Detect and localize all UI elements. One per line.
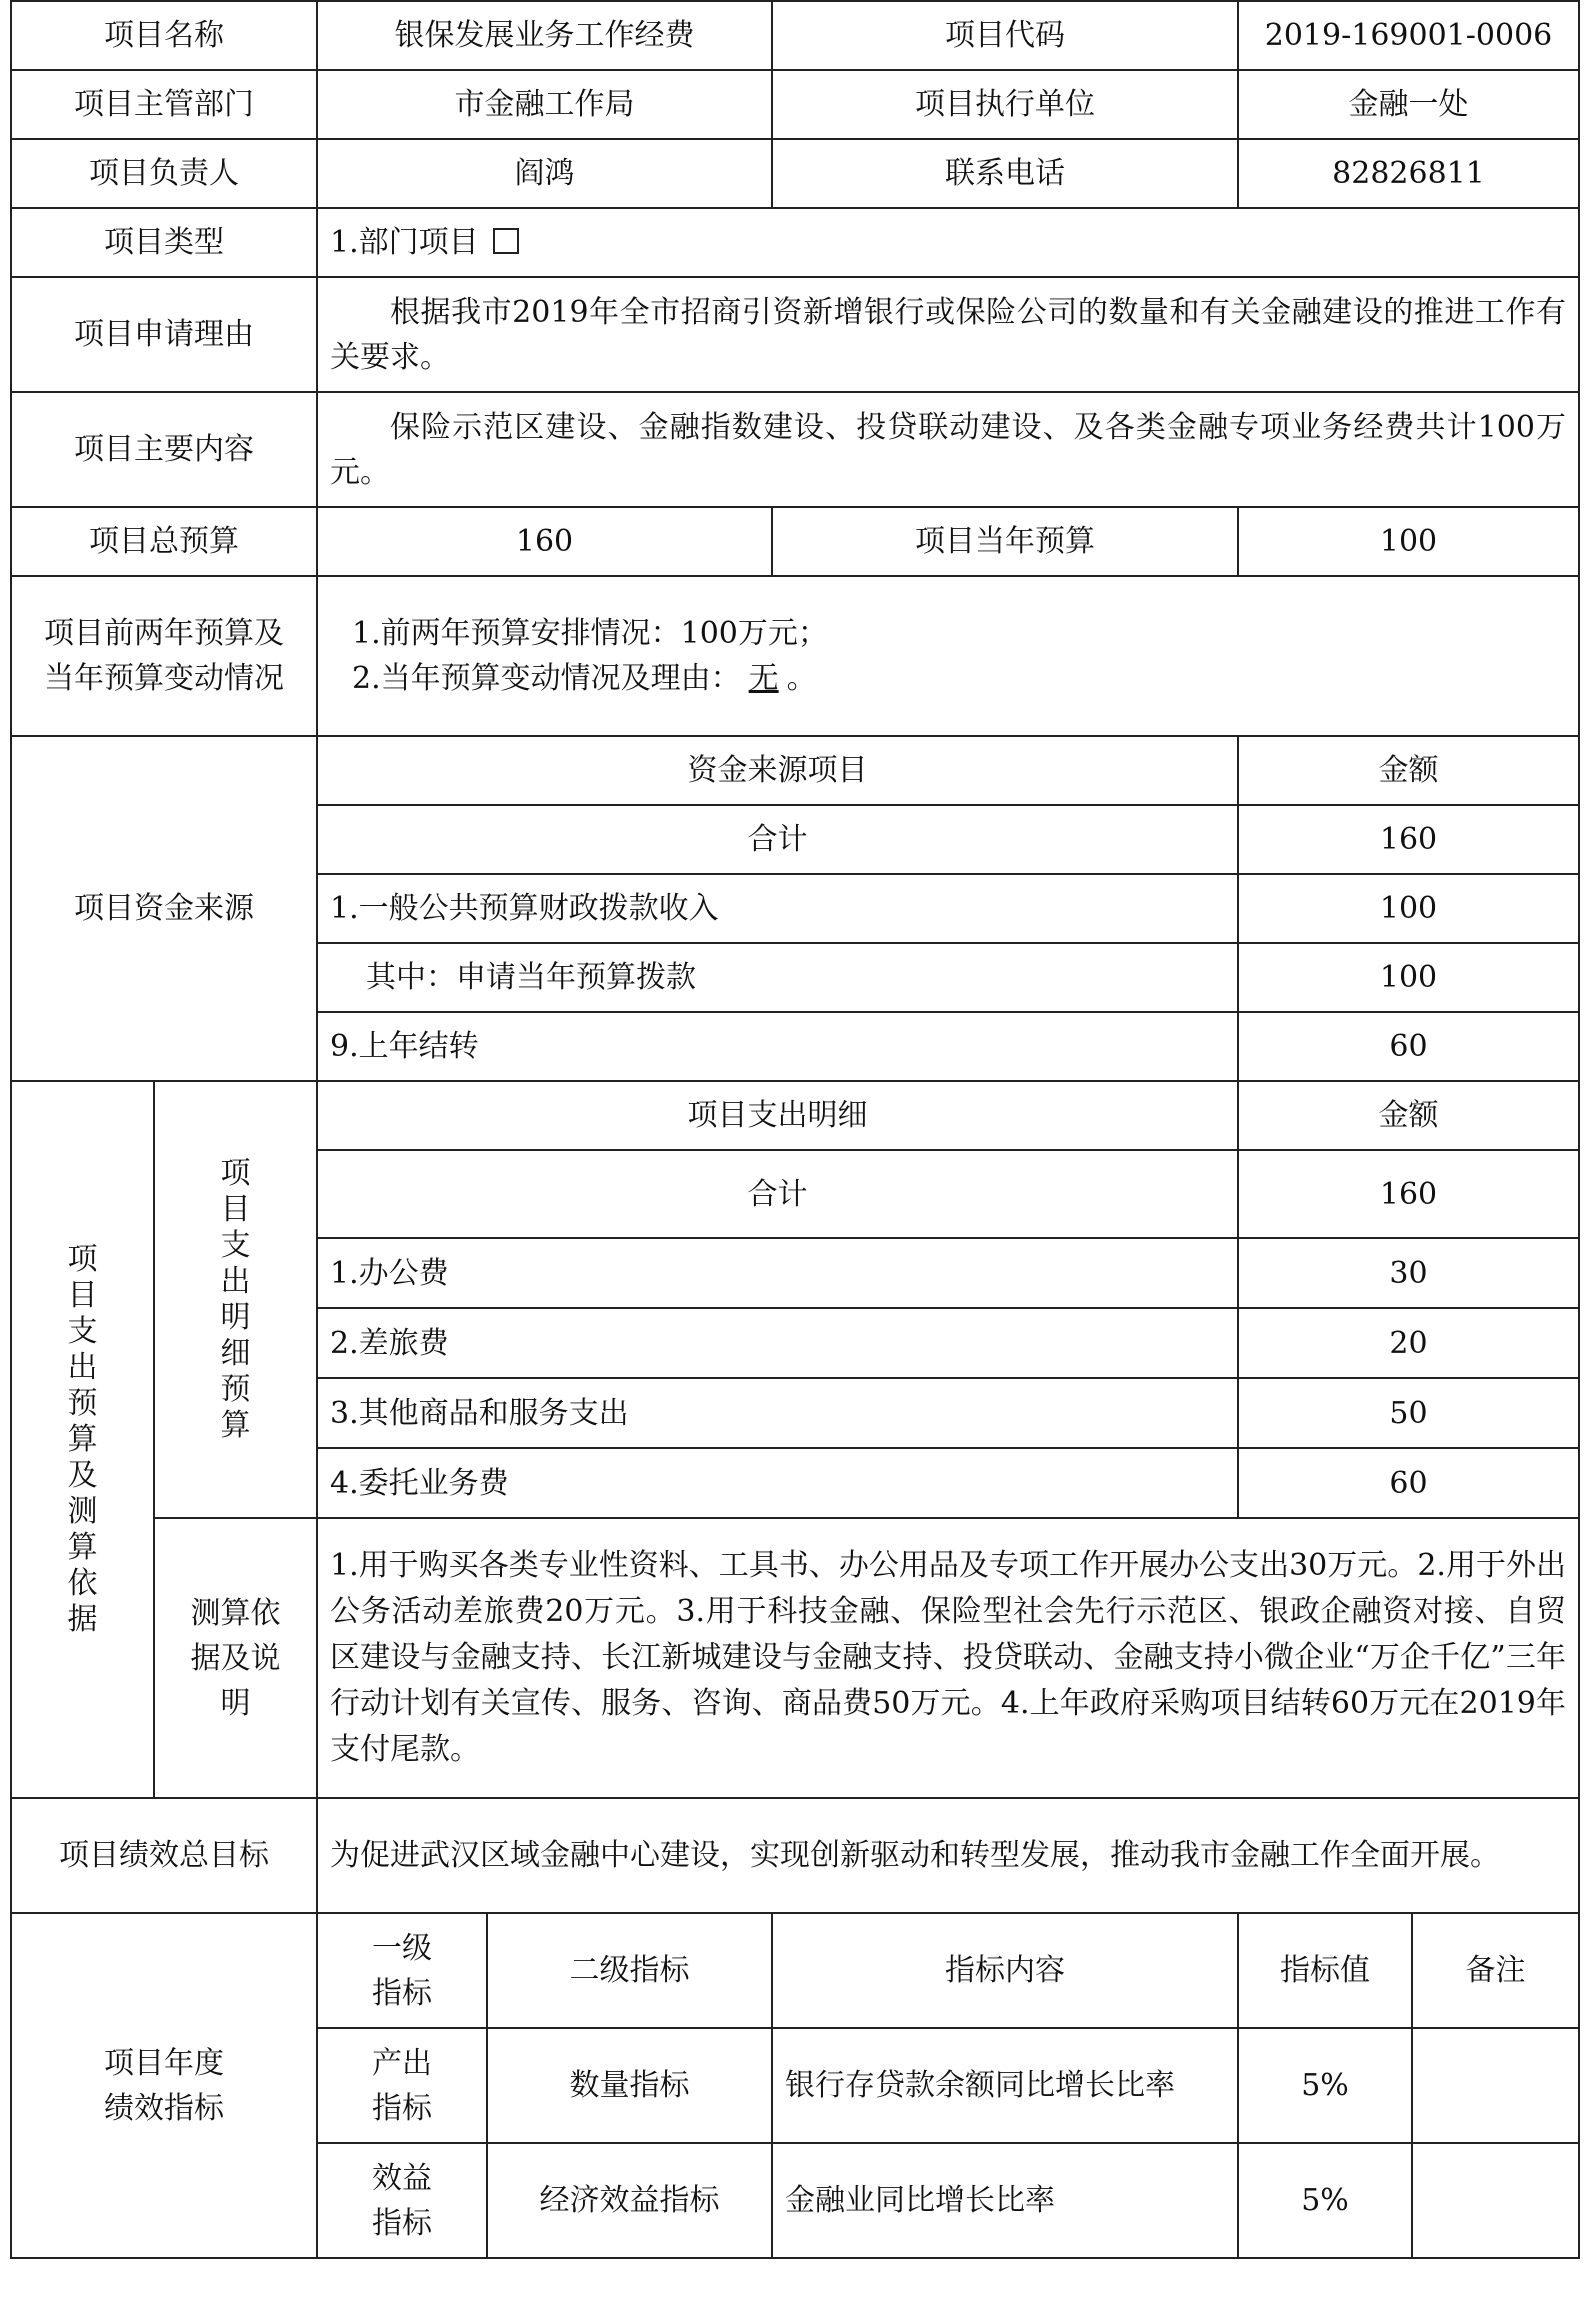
funding-header-item: 资金来源项目: [317, 736, 1238, 805]
goal-label: 项目绩效总目标: [11, 1798, 317, 1913]
expense-amount: 60: [1238, 1448, 1579, 1518]
expense-item: 合计: [317, 1150, 1238, 1238]
checkbox-icon: [493, 228, 519, 254]
indicator-header-content: 指标内容: [772, 1913, 1238, 2028]
total-budget-value: 160: [317, 507, 772, 576]
project-form: [10, 0, 1578, 2259]
year-budget-value: 100: [1238, 507, 1579, 576]
indicator-header-level1: 一级指标: [317, 1913, 487, 2028]
funding-item: 1.一般公共预算财政拨款收入: [317, 874, 1238, 943]
row-dept: [11, 70, 1579, 139]
budget-change-label: 项目前两年预算及当年预算变动情况: [11, 576, 317, 736]
content-text: 保险示范区建设、金融指数建设、投贷联动建设、及各类金融专项业务经费共计100万元。: [317, 392, 1579, 507]
basis-row: [11, 1518, 1579, 1798]
indicators-label-text: 项目年度绩效指标: [104, 2045, 224, 2126]
indicator-header-row: [11, 1913, 1579, 2028]
funding-amount: 100: [1238, 943, 1579, 1012]
leader-value: 阎鸿: [317, 139, 772, 208]
year-budget-label: 项目当年预算: [772, 507, 1238, 576]
indicator-content: 金融业同比增长比率: [772, 2143, 1238, 2258]
content-label: 项目主要内容: [11, 392, 317, 507]
indicators-label: [11, 1913, 317, 2258]
expense-outer-label-text: 项目支出预算及测算依据: [67, 1241, 98, 1637]
indicator-content: 银行存贷款余额同比增长比率: [772, 2028, 1238, 2143]
type-cell: [317, 208, 1579, 277]
row-budget: [11, 507, 1579, 576]
funding-label: 项目资金来源: [11, 736, 317, 1081]
basis-label: 测算依据及说明: [154, 1518, 317, 1798]
dept-label: 项目主管部门: [11, 70, 317, 139]
project-name-label: 项目名称: [11, 1, 317, 70]
expense-item: 3.其他商品和服务支出: [317, 1378, 1238, 1448]
indicator-note: [1412, 2143, 1579, 2258]
unit-value: 金融一处: [1238, 70, 1579, 139]
budget-change-line2-prefix: 2.当年预算变动情况及理由：: [352, 661, 741, 696]
funding-amount: 100: [1238, 874, 1579, 943]
project-code-label: 项目代码: [772, 1, 1238, 70]
expense-item: 1.办公费: [317, 1238, 1238, 1308]
indicator-header-value: 指标值: [1238, 1913, 1412, 2028]
indicator-level1: 产出指标: [317, 2028, 487, 2143]
indicator-level2: 经济效益指标: [487, 2143, 772, 2258]
leader-label: 项目负责人: [11, 139, 317, 208]
expense-detail-label: [154, 1081, 317, 1518]
expense-header-amount: 金额: [1238, 1081, 1579, 1150]
budget-change-line2: [352, 656, 1566, 701]
reason-text: 根据我市2019年全市招商引资新增银行或保险公司的数量和有关金融建设的推进工作有关要求。: [317, 277, 1579, 392]
dept-value: 市金融工作局: [317, 70, 772, 139]
row-project-name: [11, 1, 1579, 70]
phone-label: 联系电话: [772, 139, 1238, 208]
expense-outer-label: [11, 1081, 154, 1798]
budget-change-line2-suffix: 。: [786, 661, 817, 696]
unit-label: 项目执行单位: [772, 70, 1238, 139]
row-budget-change: [11, 576, 1579, 736]
indicator-header-level2: 二级指标: [487, 1913, 772, 2028]
total-budget-label: 项目总预算: [11, 507, 317, 576]
funding-item: 其中：申请当年预算拨款: [317, 943, 1238, 1012]
goal-text: 为促进武汉区域金融中心建设，实现创新驱动和转型发展，推动我市金融工作全面开展。: [317, 1798, 1579, 1913]
indicator-header-note: 备注: [1412, 1913, 1579, 2028]
type-label: 项目类型: [11, 208, 317, 277]
expense-amount: 160: [1238, 1150, 1579, 1238]
indicator-level1: 效益指标: [317, 2143, 487, 2258]
budget-change-line2-value: 无: [748, 661, 779, 696]
reason-label: 项目申请理由: [11, 277, 317, 392]
funding-item: 9.上年结转: [317, 1012, 1238, 1081]
indicator-value: 5%: [1238, 2028, 1412, 2143]
funding-amount: 160: [1238, 805, 1579, 874]
expense-header-item: 项目支出明细: [317, 1081, 1238, 1150]
row-leader: [11, 139, 1579, 208]
indicator-note: [1412, 2028, 1579, 2143]
expense-item: 4.委托业务费: [317, 1448, 1238, 1518]
indicator-level2: 数量指标: [487, 2028, 772, 2143]
funding-header-row: [11, 736, 1579, 805]
expense-header-row: [11, 1081, 1579, 1150]
budget-change-cell: [317, 576, 1579, 736]
row-content: [11, 392, 1579, 507]
funding-item: 合计: [317, 805, 1238, 874]
phone-value: 82826811: [1238, 139, 1579, 208]
project-name-value: 银保发展业务工作经费: [317, 1, 772, 70]
basis-text: 1.用于购买各类专业性资料、工具书、办公用品及专项工作开展办公支出30万元。2.用于外出公务活动差旅费20万元。3.用于科技金融、保险型社会先行示范区、银政企融资对接、自贸区建设与金融支持、长江新城建设与金融支持、投贷联动、金融支持小微企业“万企千亿”三年行动计划有关宣传、服务、咨询、商品费50万元。4.上年政府采购项目结转60万元在2019年支付尾款。: [317, 1518, 1579, 1798]
budget-change-line1: 1.前两年预算安排情况：100万元；: [352, 616, 828, 651]
project-table: [10, 0, 1580, 2259]
expense-amount: 30: [1238, 1238, 1579, 1308]
expense-amount: 20: [1238, 1308, 1579, 1378]
row-reason: [11, 277, 1579, 392]
row-type: [11, 208, 1579, 277]
expense-amount: 50: [1238, 1378, 1579, 1448]
project-code-value: 2019-169001-0006: [1238, 1, 1579, 70]
indicator-value: 5%: [1238, 2143, 1412, 2258]
expense-item: 2.差旅费: [317, 1308, 1238, 1378]
type-value: 1.部门项目: [330, 225, 479, 260]
funding-amount: 60: [1238, 1012, 1579, 1081]
goal-row: [11, 1798, 1579, 1913]
funding-header-amount: 金额: [1238, 736, 1579, 805]
expense-detail-label-text: 项目支出明细预算: [220, 1155, 251, 1443]
